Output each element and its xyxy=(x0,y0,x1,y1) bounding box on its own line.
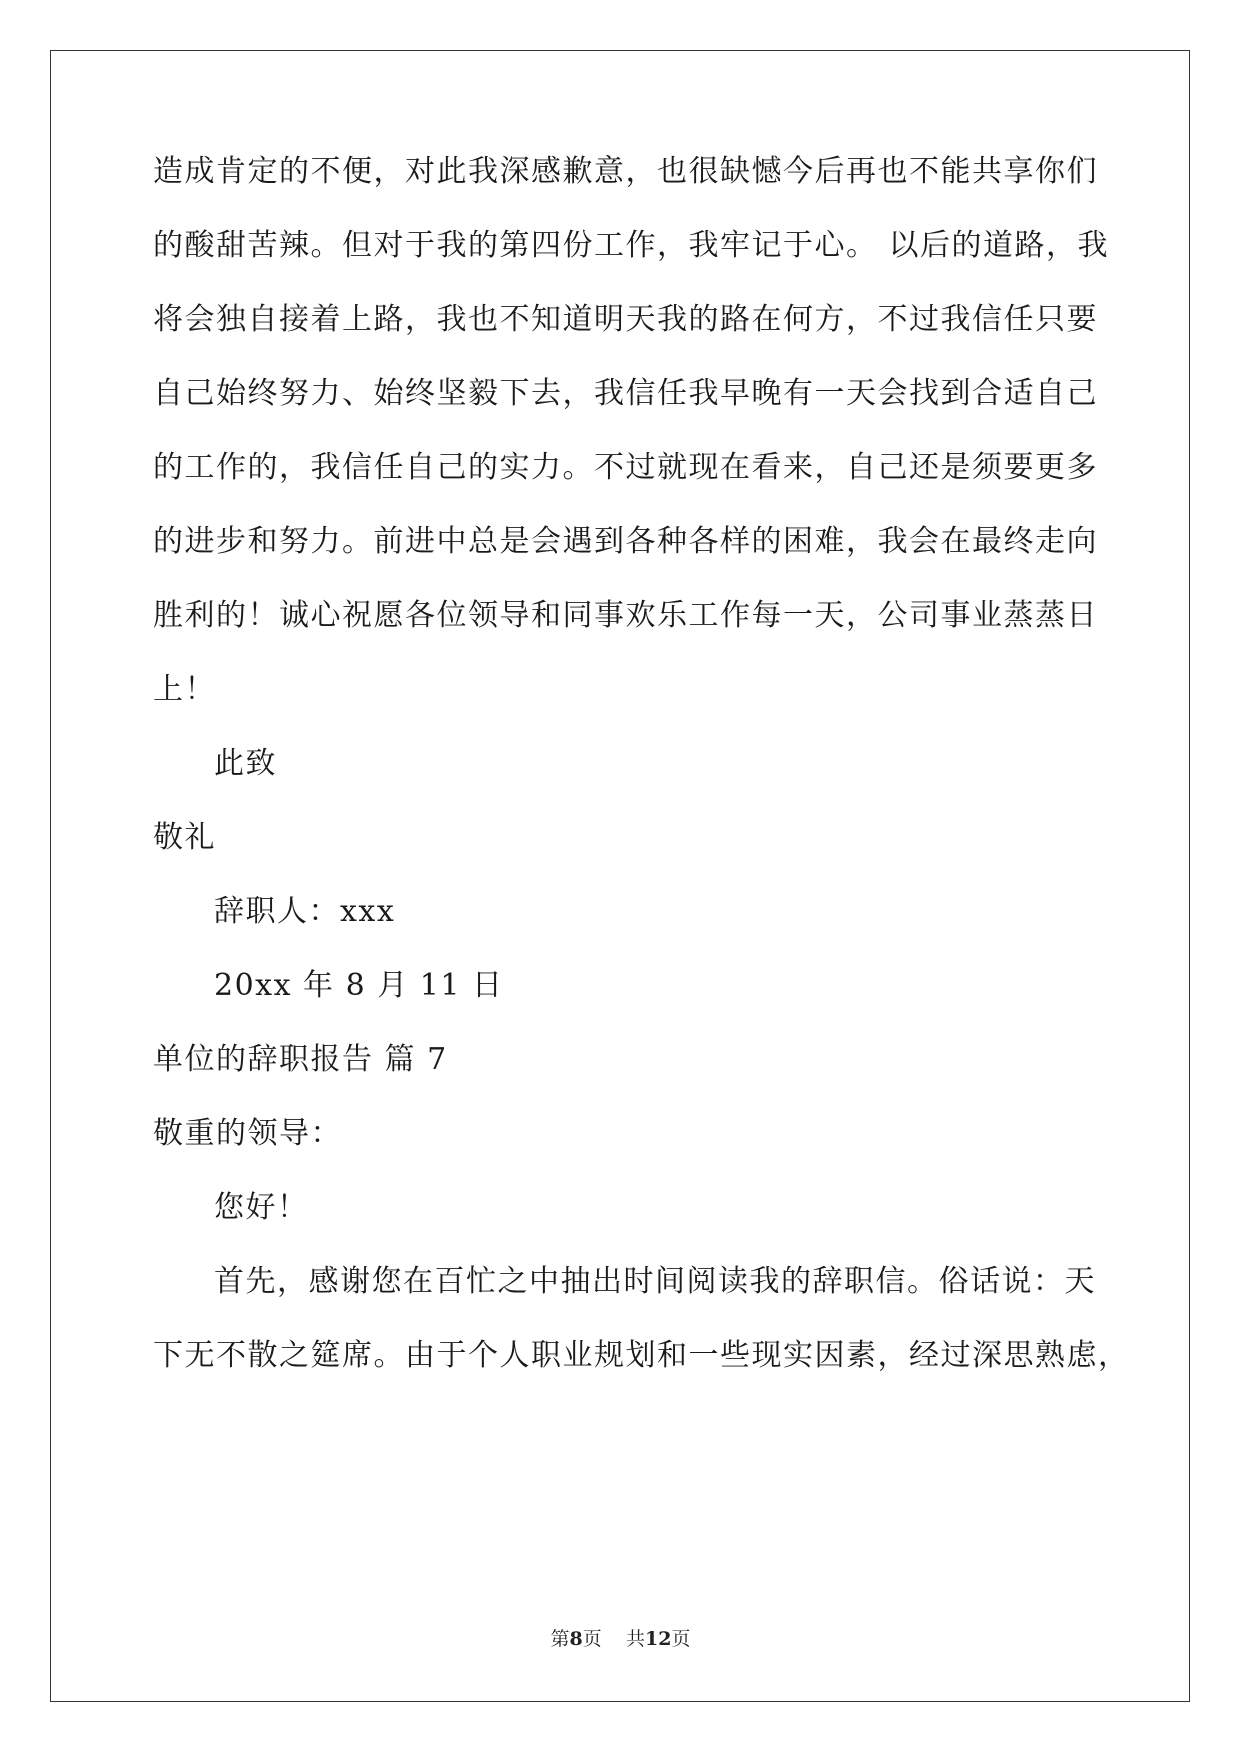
footer-page-suffix: 页 xyxy=(582,1628,602,1650)
greeting: 您好！ xyxy=(214,1190,309,1225)
body-line-8: 上！ xyxy=(153,672,216,707)
salutation: 敬重的领导： xyxy=(153,1116,342,1151)
body-line-6: 的进步和努力。前进中总是会遇到各种各样的困难，我会在最终走向 xyxy=(153,524,1098,559)
footer-total-suffix: 页 xyxy=(671,1628,691,1650)
footer-page-prefix: 第 xyxy=(550,1628,570,1650)
body-line-2: 的酸甜苦辣。但对于我的第四份工作，我牢记于心。 以后的道路，我 xyxy=(153,228,1110,263)
page-footer xyxy=(0,1627,1241,1651)
footer-total-prefix: 共 xyxy=(625,1628,645,1650)
body-line-3: 将会独自接着上路，我也不知道明天我的路在何方，不过我信任只要 xyxy=(153,302,1098,337)
page-border xyxy=(50,50,1190,1702)
footer-page-current: 8 xyxy=(569,1628,583,1650)
body-line-7: 胜利的！诚心祝愿各位领导和同事欢乐工作每一天，公司事业蒸蒸日 xyxy=(153,598,1098,633)
closing-cizhi: 此致 xyxy=(214,746,277,781)
signature-resigner: 辞职人：xxx xyxy=(214,894,396,929)
closing-jingli: 敬礼 xyxy=(153,820,216,855)
section-heading: 单位的辞职报告 篇 7 xyxy=(153,1042,448,1077)
body-line-5: 的工作的，我信任自己的实力。不过就现在看来，自己还是须要更多 xyxy=(153,450,1098,485)
body-line-16: 首先，感谢您在百忙之中抽出时间阅读我的辞职信。俗话说：天 xyxy=(214,1264,1096,1299)
body-line-1: 造成肯定的不便，对此我深感歉意，也很缺憾今后再也不能共享你们 xyxy=(153,154,1098,189)
footer-page-total: 12 xyxy=(644,1628,672,1650)
signature-date: 20xx 年 8 月 11 日 xyxy=(214,968,504,1003)
body-line-17: 下无不散之筵席。由于个人职业规划和一些现实因素，经过深思熟虑， xyxy=(153,1338,1130,1373)
body-line-4: 自己始终努力、始终坚毅下去，我信任我早晚有一天会找到合适自己 xyxy=(153,376,1098,411)
